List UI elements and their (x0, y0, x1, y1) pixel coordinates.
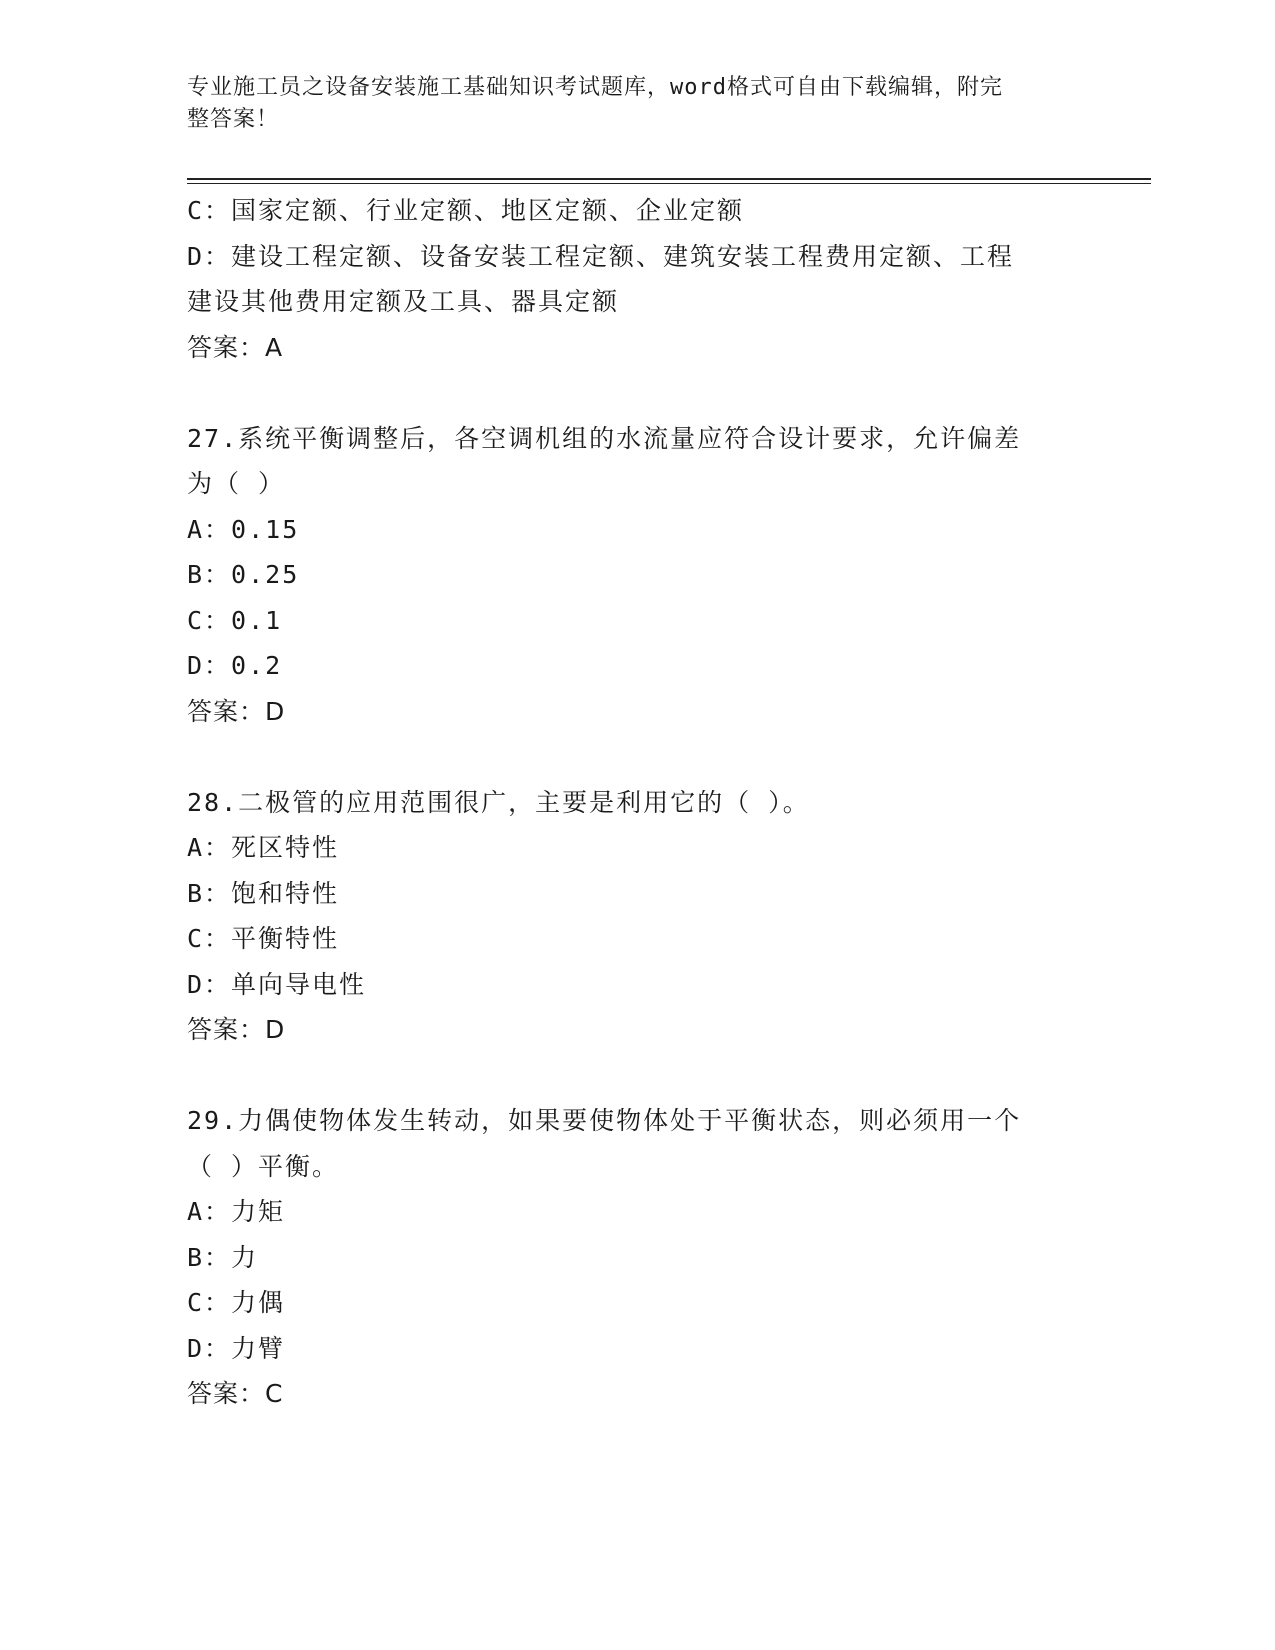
option-a: A：力矩 (187, 1197, 286, 1226)
question-text: 28.二极管的应用范围很广，主要是利用它的（ ）。 (187, 787, 810, 817)
header-rule-thick (187, 178, 1151, 180)
option-b: B：力 (187, 1242, 259, 1272)
answer: 答案：D (187, 1015, 286, 1044)
question-text: 29.力偶使物体发生转动，如果要使物体处于平衡状态，则必须用一个 (187, 1106, 1022, 1135)
page-header (187, 72, 1077, 136)
spacer (187, 370, 1087, 416)
question-list (187, 188, 1087, 1417)
header-line-1: 专业施工员之设备安装施工基础知识考试题库，word格式可自由下载编辑，附完 (187, 75, 1003, 100)
spacer (187, 734, 1087, 780)
question-27 (187, 416, 1087, 735)
header-rule-thin (187, 183, 1151, 184)
option-c: C：平衡特性 (187, 924, 340, 953)
question-text: 27.系统平衡调整后，各空调机组的水流量应符合设计要求，允许偏差 (187, 423, 1022, 453)
header-line-2: 整答案！ (187, 107, 280, 132)
question-29 (187, 1098, 1087, 1417)
option-b: B：0.25 (187, 560, 300, 589)
option-c: C：0.1 (187, 605, 283, 635)
answer: 答案：A (187, 332, 284, 362)
answer: 答案：C (187, 1379, 284, 1408)
spacer (187, 1053, 1087, 1099)
question-28 (187, 780, 1087, 1053)
option-c: C：国家定额、行业定额、地区定额、企业定额 (187, 196, 745, 225)
option-d-continued: 建设其他费用定额及工具、器具定额 (187, 287, 620, 316)
question-text-continued: 为（ ） (187, 469, 286, 498)
option-b: B：饱和特性 (187, 878, 340, 908)
question-text-continued: （ ）平衡。 (187, 1151, 340, 1181)
question-26-tail (187, 188, 1087, 370)
option-d: D：力臂 (187, 1333, 286, 1363)
option-d: D：0.2 (187, 651, 283, 680)
option-d: D：单向导电性 (187, 969, 367, 999)
option-d: D：建设工程定额、设备安装工程定额、建筑安装工程费用定额、工程 (187, 241, 1015, 271)
option-c: C：力偶 (187, 1288, 286, 1317)
option-a: A：死区特性 (187, 833, 340, 862)
answer: 答案：D (187, 696, 286, 726)
option-a: A：0.15 (187, 514, 300, 544)
